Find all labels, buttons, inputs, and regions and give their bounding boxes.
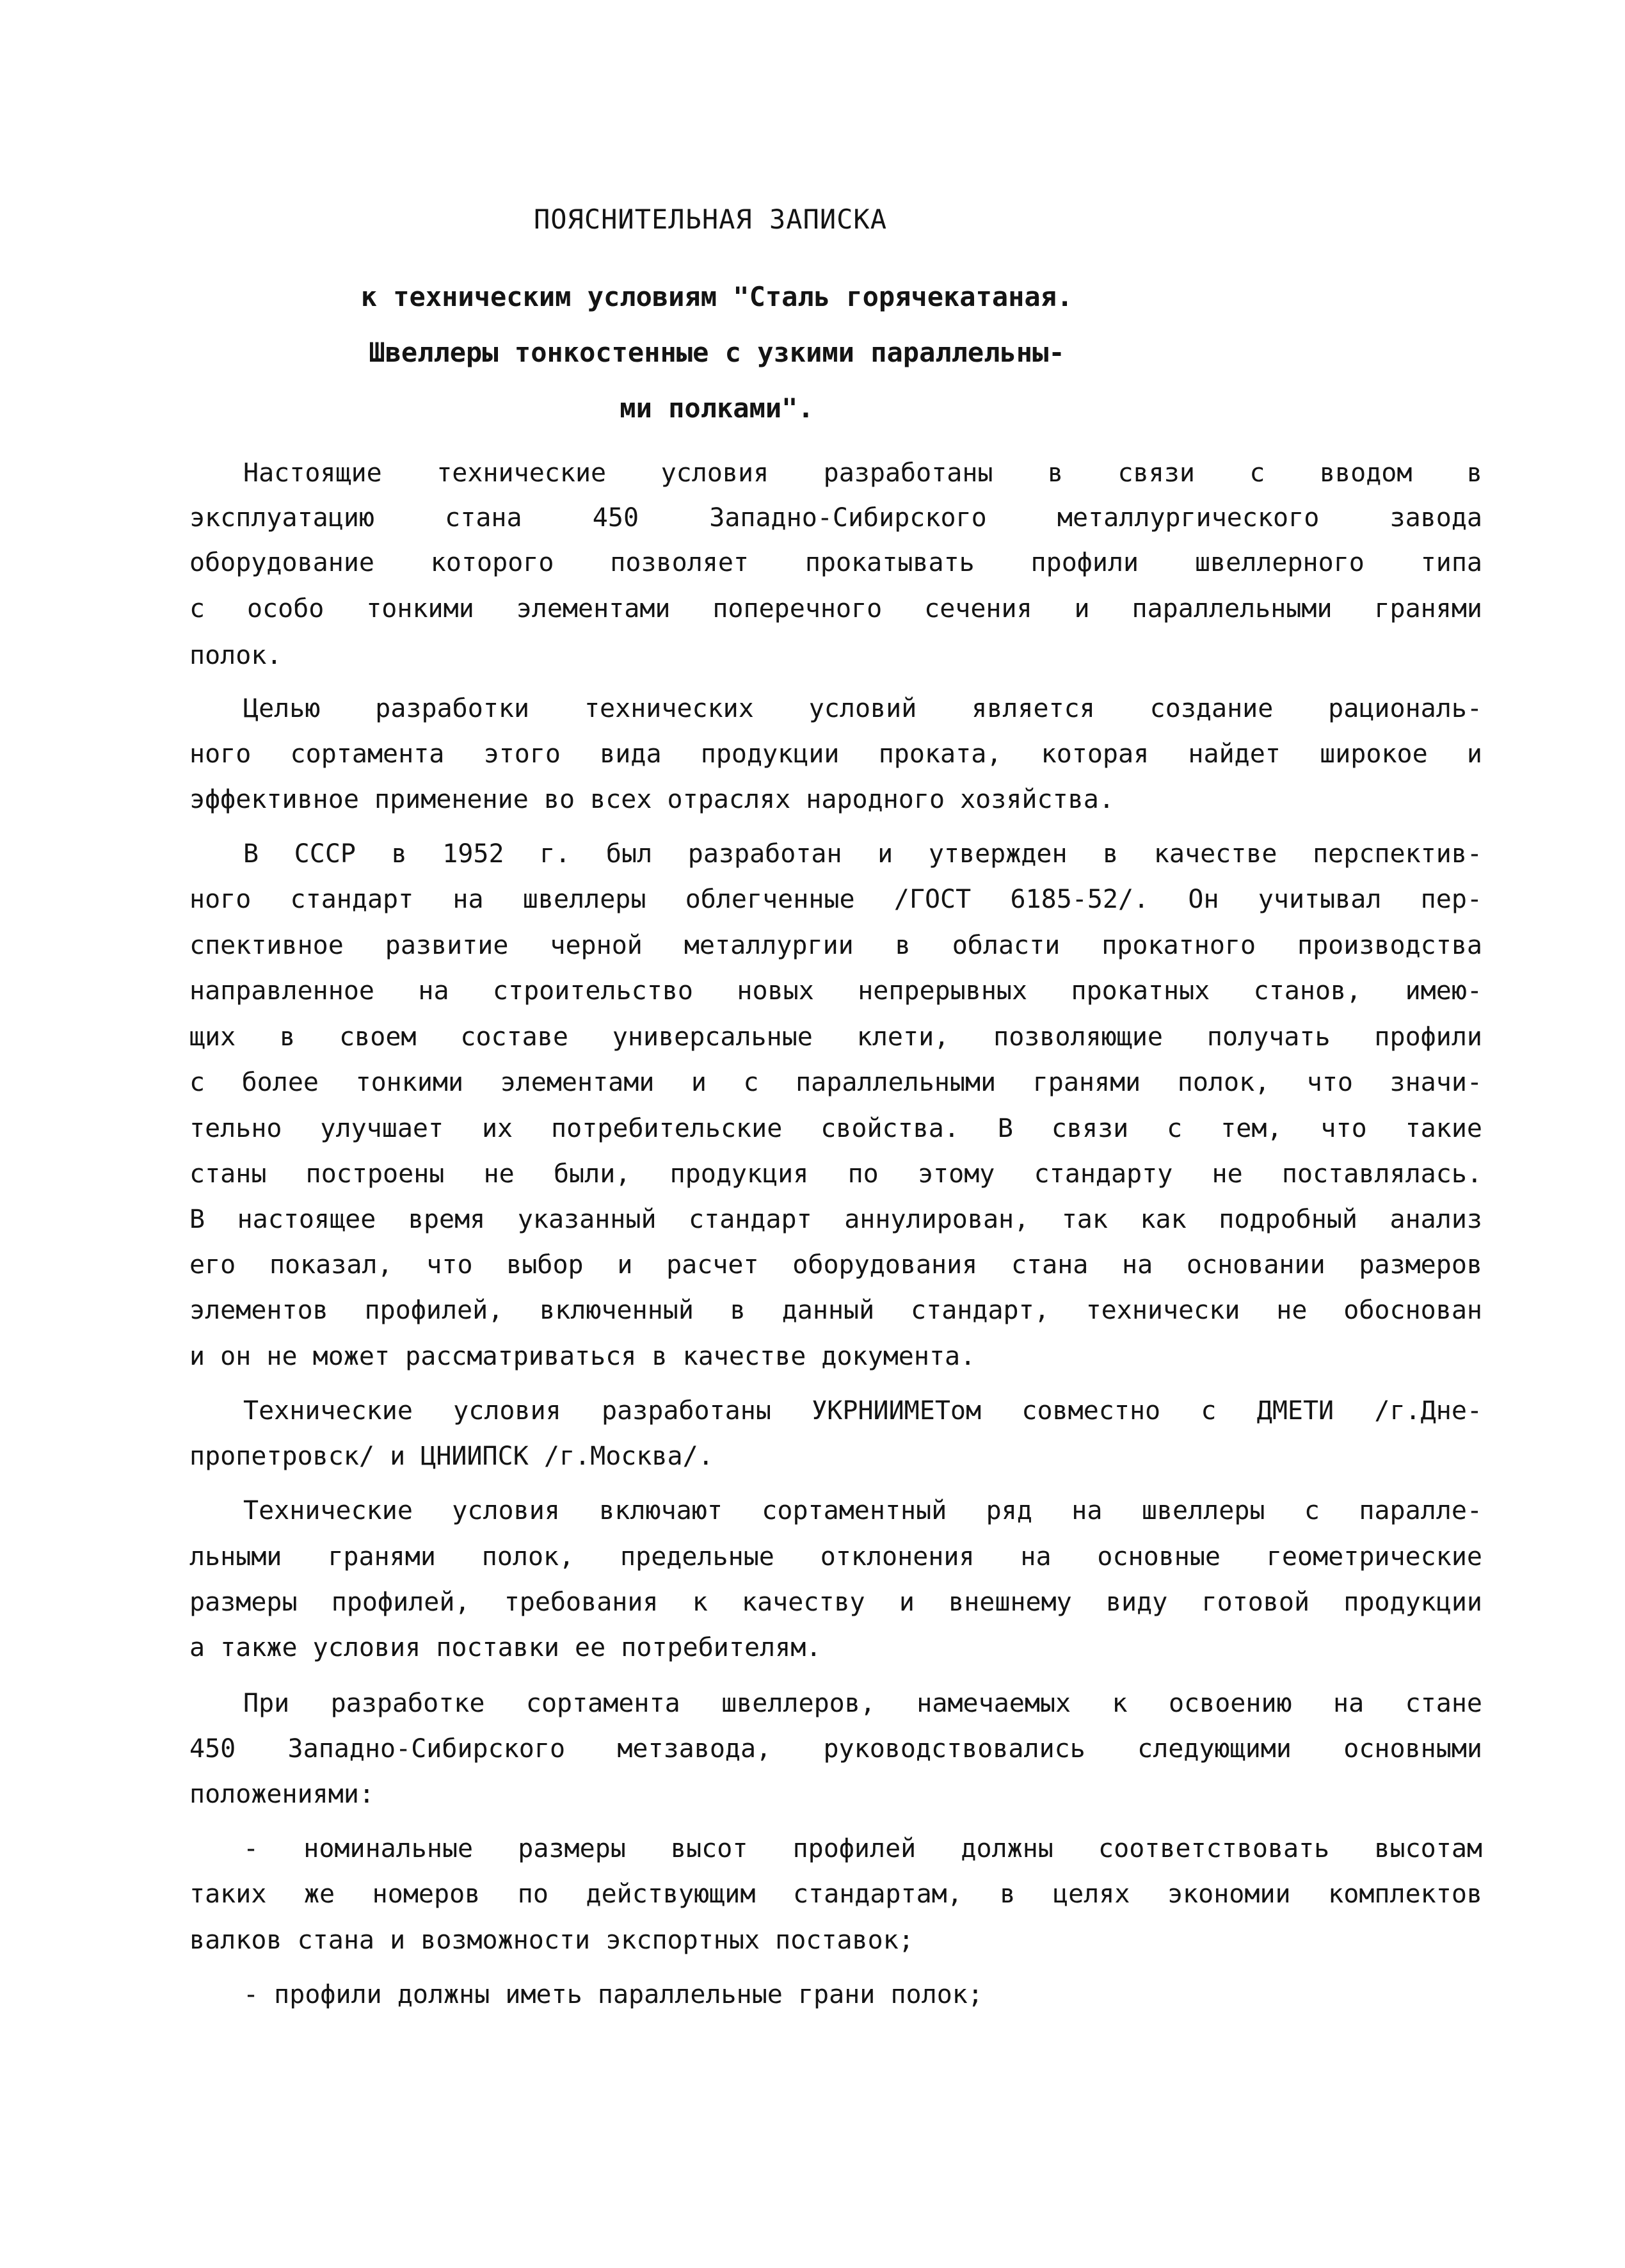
subtitle-line: Швеллеры тонкостенные с узкими параллельны- bbox=[369, 337, 1065, 368]
text-line: Настоящие технические условия разработаны в связи с вводом в bbox=[243, 458, 1482, 488]
text-line: полок. bbox=[189, 641, 282, 670]
text-line: ного стандарт на швеллеры облегченные /ГОСТ 6185-52/. Он учитывал пер- bbox=[189, 885, 1482, 914]
text-line: эксплуатацию стана 450 Западно-Сибирского металлургического завода bbox=[189, 503, 1482, 533]
text-line: станы построены не были, продукция по этому стандарту не поставлялась. bbox=[189, 1159, 1482, 1189]
text-line: тельно улучшает их потребительские свойства. В связи с тем, что такие bbox=[189, 1114, 1482, 1143]
text-line: и он не может рассматриваться в качестве документа. bbox=[189, 1342, 976, 1371]
text-line: - номинальные размеры высот профилей должны соответствовать высотам bbox=[243, 1834, 1482, 1863]
text-line: валков стана и возможности экспортных поставок; bbox=[189, 1926, 914, 1955]
text-line: 450 Западно-Сибирского метзавода, руководствовались следующими основными bbox=[189, 1734, 1482, 1764]
subtitle-line: к техническим условиям "Сталь горячекатаная. bbox=[360, 281, 1073, 312]
text-line: элементов профилей, включенный в данный стандарт, технически не обоснован bbox=[189, 1296, 1482, 1325]
text-line: положениями: bbox=[189, 1780, 374, 1809]
text-line: размеры профилей, требования к качеству и внешнему виду готовой продукции bbox=[189, 1588, 1482, 1617]
text-line: направленное на строительство новых непрерывных прокатных станов, имею- bbox=[189, 976, 1482, 1006]
text-line: щих в своем составе универсальные клети, позволяющие получать профили bbox=[189, 1022, 1482, 1052]
text-line: спективное развитие черной металлургии в области прокатного производства bbox=[189, 931, 1482, 960]
text-line: В настоящее время указанный стандарт аннулирован, так как подробный анализ bbox=[189, 1205, 1482, 1234]
text-line: Технические условия разработаны УКРНИИМЕТом совместно с ДМЕТИ /г.Дне- bbox=[243, 1396, 1482, 1426]
text-line: ного сортамента этого вида продукции проката, которая найдет широкое и bbox=[189, 739, 1482, 769]
subtitle-line: ми полками". bbox=[620, 392, 814, 424]
document-title: ПОЯСНИТЕЛЬНАЯ ЗАПИСКА bbox=[533, 204, 887, 235]
text-line: Целью разработки технических условий является создание рациональ- bbox=[243, 694, 1482, 723]
text-line: эффективное применение во всех отраслях народного хозяйства. bbox=[189, 785, 1114, 814]
text-line: таких же номеров по действующим стандартам, в целях экономии комплектов bbox=[189, 1879, 1482, 1909]
text-line: с особо тонкими элементами поперечного сечения и параллельными гранями bbox=[189, 594, 1482, 623]
text-line: - профили должны иметь параллельные грани полок; bbox=[243, 1980, 983, 2009]
text-line: Технические условия включают сортаментный ряд на швеллеры с паралле- bbox=[243, 1496, 1482, 1525]
text-line: При разработке сортамента швеллеров, намечаемых к освоению на стане bbox=[243, 1689, 1482, 1718]
text-line: В СССР в 1952 г. был разработан и утвержден в качестве перспектив- bbox=[243, 839, 1482, 869]
text-line: льными гранями полок, предельные отклонения на основные геометрические bbox=[189, 1542, 1482, 1572]
text-line: а также условия поставки ее потребителям. bbox=[189, 1633, 822, 1662]
text-line: пропетровск/ и ЦНИИПСК /г.Москва/. bbox=[189, 1442, 714, 1471]
text-line: оборудование которого позволяет прокатывать профили швеллерного типа bbox=[189, 548, 1482, 577]
text-line: его показал, что выбор и расчет оборудования стана на основании размеров bbox=[189, 1250, 1482, 1280]
text-line: с более тонкими элементами и с параллельными гранями полок, что значи- bbox=[189, 1068, 1482, 1097]
